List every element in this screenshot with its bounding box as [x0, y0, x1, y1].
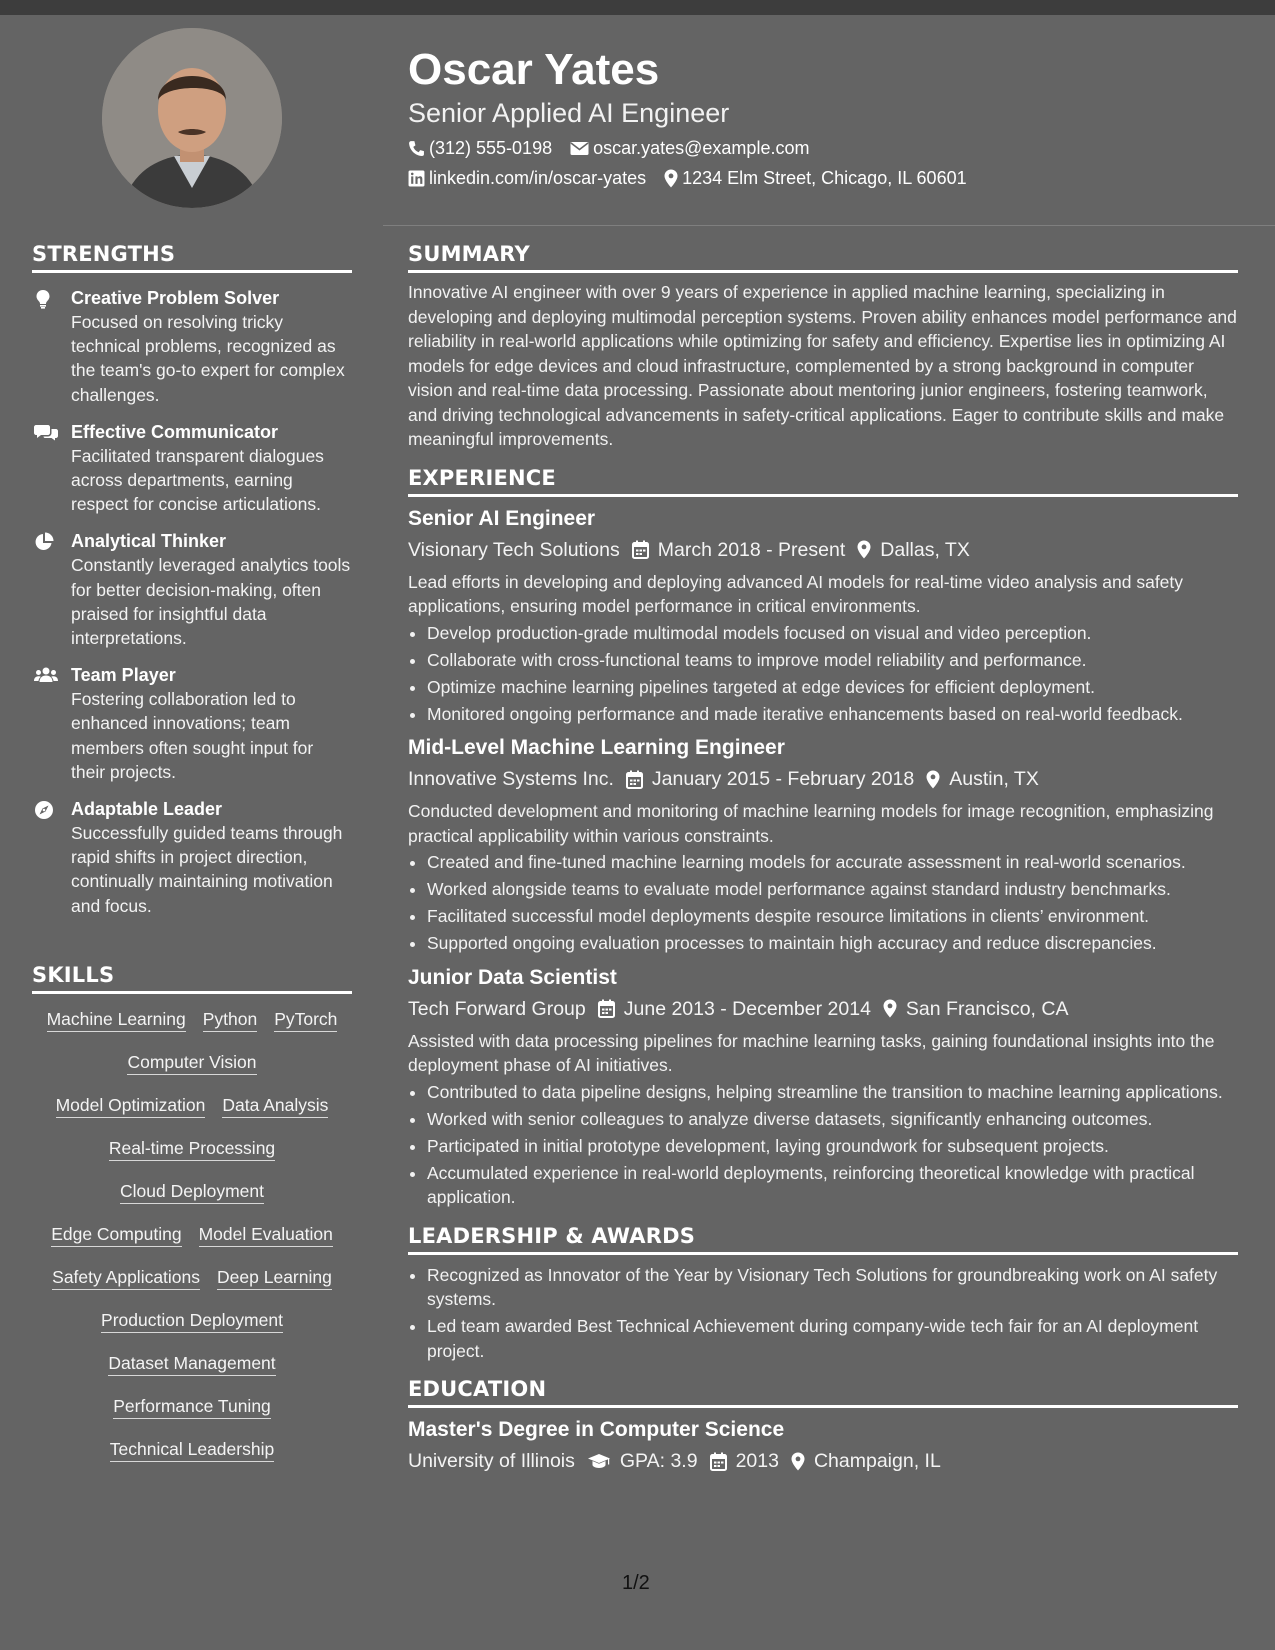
header-divider	[383, 225, 1275, 226]
profile-photo	[102, 28, 282, 208]
awards-heading: LEADERSHIP & AWARDS	[408, 1224, 1238, 1255]
job-bullets	[408, 1080, 1238, 1210]
comments-icon	[34, 423, 56, 441]
skill-tag: Computer Vision	[127, 1051, 256, 1075]
award-item: • Led team awarded Best Technical Achievement during company-wide tech fair for an AI deployment project.	[427, 1314, 1238, 1363]
portrait-image	[102, 28, 282, 208]
map-pin-icon	[664, 169, 678, 188]
strength-item	[32, 420, 352, 517]
job-bullet: • Participated in initial prototype development, laying groundwork for subsequent projects.	[427, 1134, 1238, 1159]
education-meta	[408, 1447, 1238, 1475]
strength-desc: Constantly leveraged analytics tools for better decision-making, often praised for insightful data interpretations.	[71, 555, 351, 649]
job-bullet: • Monitored ongoing performance and made iterative enhancements based on real-world feedback.	[427, 702, 1238, 727]
main-column	[408, 242, 1238, 1489]
location-text: Champaign, IL	[813, 1450, 941, 1472]
job-company	[408, 765, 614, 793]
calendar-icon	[710, 1452, 727, 1471]
skill-tag: Dataset Management	[108, 1352, 275, 1376]
calendar-icon	[626, 770, 643, 789]
job-bullet: • Optimize machine learning pipelines targeted at edge devices for efficient deployment.	[427, 675, 1238, 700]
education-school	[408, 1447, 575, 1475]
lightbulb-icon	[34, 289, 56, 307]
job-list	[408, 505, 1238, 1210]
graduation-cap-icon	[587, 1453, 611, 1469]
strengths-list	[32, 286, 352, 918]
location-text: Dallas, TX	[880, 538, 970, 561]
candidate-name: Oscar Yates	[408, 45, 660, 94]
address-contact	[664, 166, 967, 190]
job-entry	[408, 964, 1238, 1210]
strength-desc: Focused on resolving tricky technical problems, recognized as the team's go-to expert for complex challenges.	[71, 312, 345, 405]
pie-chart-icon	[34, 532, 56, 550]
company-text: Innovative Systems Inc.	[408, 768, 614, 790]
email-contact[interactable]	[570, 136, 809, 160]
job-title: Mid-Level Machine Learning Engineer	[408, 736, 785, 759]
skills-section	[32, 963, 352, 1481]
job-bullet: • Worked with senior colleagues to analyze diverse datasets, significantly enhancing outcomes.	[427, 1107, 1238, 1132]
job-entry	[408, 505, 1238, 727]
year-text: 2013	[735, 1450, 779, 1472]
dates-text: March 2018 - Present	[657, 538, 846, 561]
job-bullet: • Created and fine-tuned machine learning models for accurate assessment in real-world scenarios.	[427, 850, 1238, 875]
strengths-section	[32, 242, 352, 918]
education-year	[710, 1447, 779, 1475]
job-company	[408, 995, 586, 1023]
skill-row	[32, 1438, 352, 1462]
map-pin-icon	[883, 999, 897, 1018]
map-pin-icon	[926, 770, 940, 789]
job-description: Conducted development and monitoring of machine learning models for image recognition, emphasizing practical applicability within various constraints.	[408, 801, 1214, 846]
award-item: • Recognized as Innovator of the Year by Visionary Tech Solutions for groundbreaking work on AI safety systems.	[427, 1263, 1238, 1312]
dates-text: January 2015 - February 2018	[651, 768, 915, 790]
compass-icon	[34, 800, 56, 818]
skill-tag: Edge Computing	[51, 1223, 181, 1247]
job-bullets	[408, 621, 1238, 727]
dates-text: June 2013 - December 2014	[623, 997, 871, 1020]
awards-list	[408, 1263, 1238, 1364]
job-location	[883, 995, 1069, 1023]
company-text: Tech Forward Group	[408, 997, 586, 1020]
phone-icon	[408, 140, 425, 157]
skill-tag: PyTorch	[274, 1008, 337, 1032]
strength-title: Creative Problem Solver	[71, 288, 280, 308]
job-meta	[408, 536, 1238, 564]
summary-section	[408, 242, 1238, 452]
skill-row	[32, 1008, 352, 1032]
address-text: 1234 Elm Street, Chicago, IL 60601	[682, 168, 967, 188]
experience-heading: EXPERIENCE	[408, 466, 1238, 497]
strength-title: Team Player	[71, 665, 176, 686]
skill-row	[32, 1309, 352, 1333]
strength-desc: Successfully guided teams through rapid shifts in project direction, continually maintaining motivation and focus.	[71, 823, 343, 916]
job-bullet: • Worked alongside teams to evaluate model performance against standard industry benchmarks.	[427, 877, 1238, 902]
phone-text: (312) 555-0198	[429, 138, 553, 158]
job-dates	[598, 995, 871, 1023]
job-bullet: • Facilitated successful model deployments despite resource limitations in clients’ environment.	[427, 904, 1238, 929]
strength-item	[32, 797, 352, 918]
skill-row	[32, 1395, 352, 1419]
job-bullet: • Develop production-grade multimodal models focused on visual and video perception.	[427, 621, 1238, 646]
job-bullet: • Supported ongoing evaluation processes to maintain high accuracy and reduce discrepancies.	[427, 931, 1238, 956]
skill-row	[32, 1352, 352, 1376]
job-entry	[408, 734, 1238, 956]
skill-tag: Python	[203, 1008, 257, 1032]
strength-desc: Fostering collaboration led to enhanced innovations; team members often sought input for their projects.	[71, 689, 314, 782]
awards-section	[408, 1224, 1238, 1364]
map-pin-icon	[791, 1452, 805, 1471]
job-dates	[632, 536, 846, 564]
gpa-text: GPA: 3.9	[619, 1450, 698, 1472]
job-location	[857, 536, 970, 564]
job-title: Senior AI Engineer	[408, 506, 596, 530]
skill-tag: Safety Applications	[52, 1266, 200, 1290]
education-heading: EDUCATION	[408, 1377, 1238, 1408]
strength-item	[32, 529, 352, 650]
job-meta	[408, 995, 1238, 1023]
strength-title: Effective Communicator	[71, 421, 279, 442]
skill-row	[32, 1094, 352, 1118]
calendar-icon	[632, 540, 649, 559]
skill-tag: Machine Learning	[47, 1008, 186, 1032]
location-text: San Francisco, CA	[905, 997, 1069, 1020]
degree-title: Master's Degree in Computer Science	[408, 1418, 785, 1441]
skill-row	[32, 1137, 352, 1161]
education-location	[791, 1447, 941, 1475]
envelope-icon	[570, 141, 589, 156]
skill-row	[32, 1180, 352, 1204]
education-section	[408, 1377, 1238, 1475]
skill-tag: Model Evaluation	[199, 1223, 333, 1247]
skill-row	[32, 1051, 352, 1075]
summary-text: Innovative AI engineer with over 9 years of experience in applied machine learning, specializing in developing and deploying multimodal perception systems. Proven ability enhances model performance and reliability in real-world applications while optimizing for safety and efficiency. Expertise lies in optimizing AI models for edge devices and cloud infrastructure, complemented by a strong background in computer vision and real-time data processing. Passionate about mentoring junior engineers, fostering teamwork, and driving technological advancements in safety-critical applications. Eager to contribute skills and make meaningful improvements.	[408, 282, 1237, 449]
strength-desc: Facilitated transparent dialogues across departments, earning respect for concise articulations.	[71, 445, 324, 515]
page-number: 1/2	[622, 1572, 650, 1594]
email-text: oscar.yates@example.com	[593, 138, 810, 158]
skill-tag: Data Analysis	[222, 1094, 328, 1118]
skill-tag: Production Deployment	[101, 1309, 283, 1333]
job-bullet: • Contributed to data pipeline designs, helping streamline the transition to machine learning applications.	[427, 1080, 1238, 1105]
job-location	[926, 765, 1039, 793]
skills-heading: SKILLS	[32, 963, 352, 994]
linkedin-contact[interactable]	[408, 166, 646, 190]
job-description: Assisted with data processing pipelines for machine learning tasks, gaining foundational insights into the deployment phase of AI initiatives.	[408, 1030, 1215, 1075]
job-title: Junior Data Scientist	[408, 965, 617, 989]
map-pin-icon	[857, 540, 871, 559]
skill-tag: Model Optimization	[56, 1094, 206, 1118]
page-top-bar	[0, 0, 1275, 15]
linkedin-icon	[408, 170, 425, 187]
strength-item	[32, 286, 352, 407]
job-meta	[408, 765, 1238, 793]
job-company	[408, 536, 620, 564]
job-bullets	[408, 850, 1238, 956]
users-icon	[34, 666, 56, 684]
skill-row	[32, 1266, 352, 1290]
location-text: Austin, TX	[949, 768, 1039, 790]
linkedin-text: linkedin.com/in/oscar-yates	[429, 168, 647, 188]
phone-contact[interactable]	[408, 136, 552, 160]
school-text: University of Illinois	[408, 1450, 575, 1472]
job-bullet: • Accumulated experience in real-world deployments, reinforcing theoretical knowledge with practical application.	[427, 1161, 1238, 1210]
resume-header	[408, 44, 1248, 190]
calendar-icon	[598, 999, 615, 1018]
company-text: Visionary Tech Solutions	[408, 538, 620, 561]
strength-title: Analytical Thinker	[71, 531, 227, 552]
strengths-heading: STRENGTHS	[32, 242, 352, 273]
skill-tag: Deep Learning	[217, 1266, 332, 1290]
contact-row-2	[408, 166, 1248, 190]
job-bullet: • Collaborate with cross-functional teams to improve model reliability and performance.	[427, 648, 1238, 673]
strength-item	[32, 663, 352, 784]
experience-section	[408, 466, 1238, 1210]
strength-title: Adaptable Leader	[71, 799, 223, 820]
education-gpa	[587, 1447, 698, 1475]
contact-row-1	[408, 136, 1248, 160]
summary-heading: SUMMARY	[408, 242, 1238, 273]
job-description: Lead efforts in developing and deploying advanced AI models for real-time video analysis and safety applications, ensuring model performance in critical environments.	[408, 571, 1184, 616]
skills-list	[32, 1008, 352, 1462]
skill-tag: Real-time Processing	[109, 1137, 275, 1161]
job-dates	[626, 765, 914, 793]
skill-tag: Cloud Deployment	[120, 1180, 264, 1204]
skill-row	[32, 1223, 352, 1247]
skill-tag: Performance Tuning	[113, 1395, 271, 1419]
candidate-role: Senior Applied AI Engineer	[408, 98, 730, 128]
skill-tag: Technical Leadership	[110, 1438, 274, 1462]
